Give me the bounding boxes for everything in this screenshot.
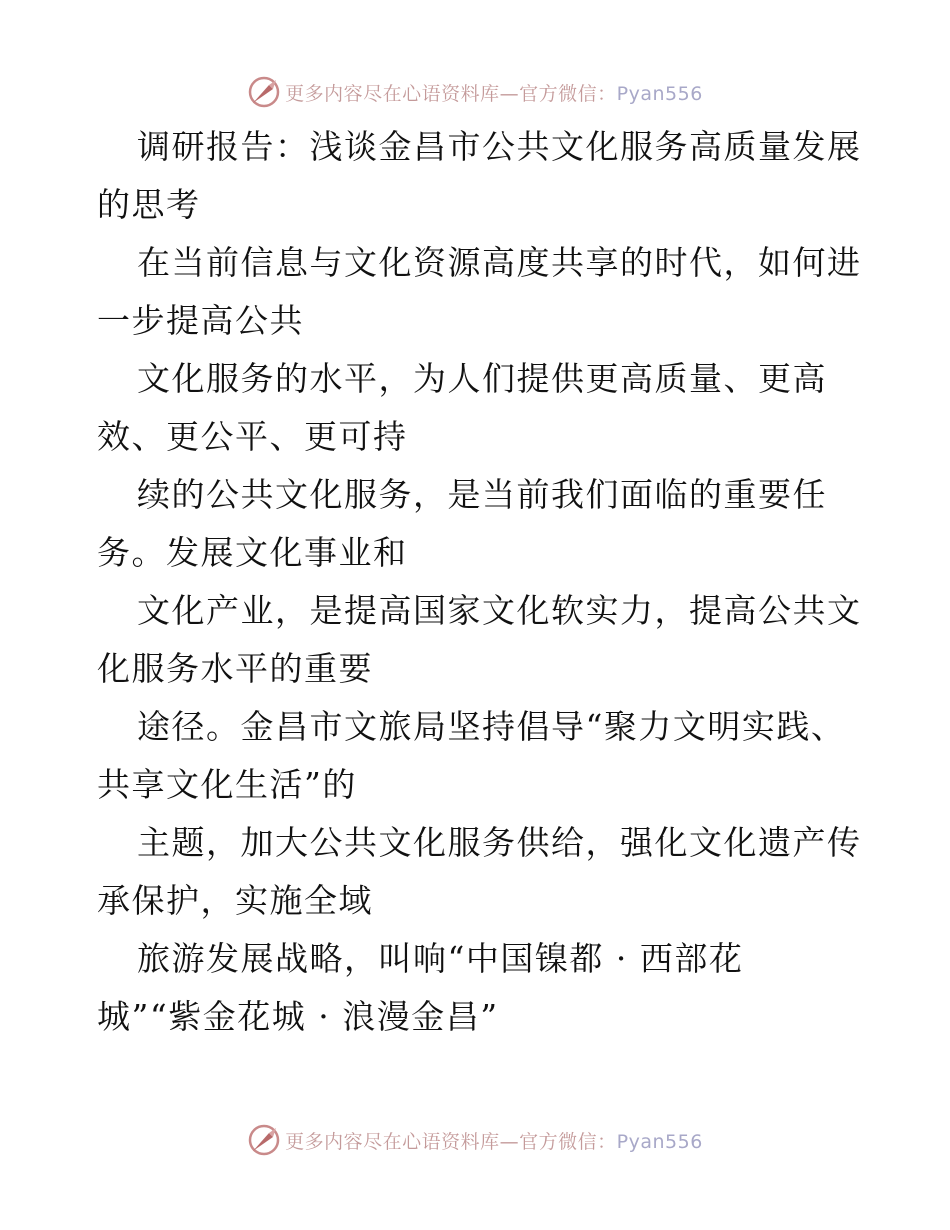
text-line: 旅游发展战略，叫响“中国镍都 · 西部花 [137,939,744,978]
text-line: 在当前信息与文化资源高度共享的时代，如何进 [137,243,862,282]
watermark-text: 更多内容尽在心语资料库—官方微信：Pyan556 [285,82,703,105]
text-line: 务。发展文化事业和 [97,533,408,572]
text-line: 承保护，实施全域 [97,881,373,920]
watermark-text: 更多内容尽在心语资料库—官方微信：Pyan556 [285,1130,703,1153]
quill-logo-icon [247,75,281,109]
footer-watermark [0,1120,950,1160]
document-body [97,118,862,1046]
text-line: 文化服务的水平，为人们提供更高质量、更高 [137,359,827,398]
text-line: 化服务水平的重要 [97,649,373,688]
text-line: 效、更公平、更可持 [97,417,408,456]
text-line: 续的公共文化服务，是当前我们面临的重要任 [137,475,827,514]
text-line: 文化产业，是提高国家文化软实力，提高公共文 [137,591,862,630]
quill-logo-icon [247,1123,281,1157]
text-line: 主题，加大公共文化服务供给，强化文化遗产传 [137,823,862,862]
text-line: 共享文化生活”的 [97,765,357,804]
text-line: 城”“紫金花城 · 浪漫金昌” [97,997,499,1036]
text-line: 途径。金昌市文旅局坚持倡导“聚力文明实践、 [137,707,846,746]
text-line: 一步提高公共 [97,301,304,340]
text-line: 的思考 [97,185,201,224]
header-watermark [0,72,950,112]
text-line: 调研报告：浅谈金昌市公共文化服务高质量发展 [137,127,862,166]
